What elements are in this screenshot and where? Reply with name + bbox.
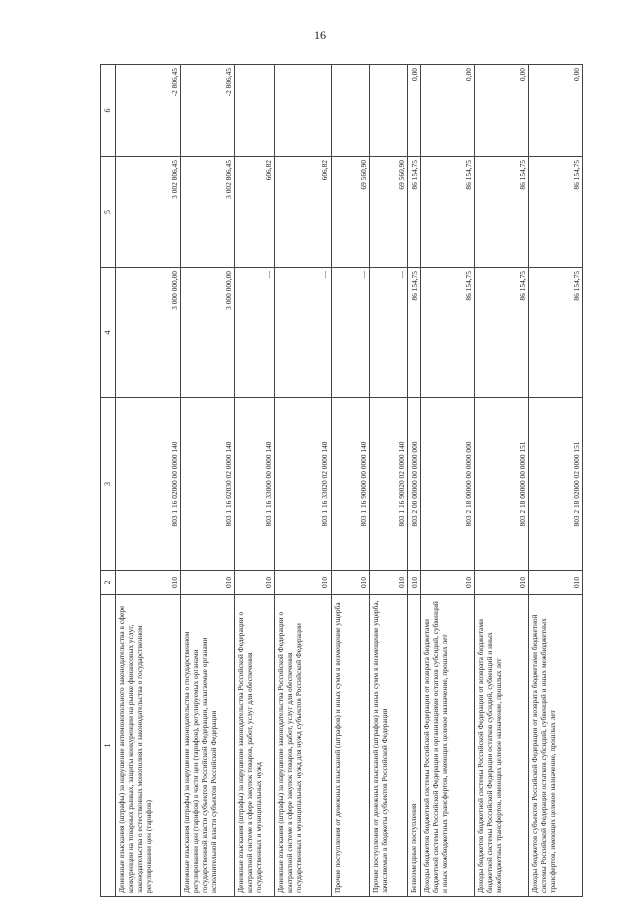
row-name: Денежные взыскания (штрафы) за нарушение законодательства Российской Федерации о контрактной системе в сфере закупок товаров, работ, услуг для обеспечения государственных и муниципальных нужд bbox=[234, 595, 274, 897]
table-row bbox=[331, 65, 369, 897]
row-budget-code: 803 2 18 02000 02 0000 151 bbox=[529, 398, 583, 571]
row-diff-value bbox=[275, 65, 331, 157]
row-name: Прочие поступления от денежных взысканий (штрафов) и иных сумм в возмещение ущерба, зачисляемые в бюджеты субъектов Российской Федерации bbox=[369, 595, 407, 897]
rotated-table-wrapper bbox=[100, 65, 583, 897]
row-budget-code: 803 2 18 00000 00 0000 151 bbox=[475, 398, 529, 571]
row-diff-value: -2 806,45 bbox=[116, 65, 181, 157]
row-plan-value: 86 154,75 bbox=[421, 268, 475, 398]
row-name: Безвозмездные поступления bbox=[407, 595, 421, 897]
row-admin-code: 010 bbox=[529, 571, 583, 595]
table-row bbox=[234, 65, 274, 897]
row-budget-code: 803 1 16 02030 02 0000 140 bbox=[181, 398, 235, 571]
row-admin-code: 010 bbox=[116, 571, 181, 595]
row-budget-code: 803 1 16 90020 02 0000 140 bbox=[369, 398, 407, 571]
row-fact-value: 86 154,75 bbox=[475, 157, 529, 268]
row-plan-value: 3 000 000,00 bbox=[181, 268, 235, 398]
row-name: Прочие поступления от денежных взысканий (штрафов) и иных сумм в возмещение ущерба bbox=[331, 595, 369, 897]
row-plan-value: 86 154,75 bbox=[407, 268, 421, 398]
row-admin-code: 010 bbox=[475, 571, 529, 595]
row-diff-value bbox=[234, 65, 274, 157]
page-number: 16 bbox=[314, 28, 326, 42]
header-col-1: 1 bbox=[101, 595, 116, 897]
row-admin-code: 010 bbox=[369, 571, 407, 595]
row-admin-code: 010 bbox=[234, 571, 274, 595]
row-budget-code: 803 1 16 02000 00 0000 140 bbox=[116, 398, 181, 571]
row-name: Доходы бюджетов бюджетной системы Российской Федерации от возврата бюджетами бюджетной системы Российской Федерации и организациями остатков субсидий, субвенций и иных межбюджетных трансфертов, имеющих целевое назначение, прошлых лет bbox=[421, 595, 475, 897]
row-name: Доходы бюджетов субъектов Российской Федерации от возврата бюджетами бюджетной системы Российской Федерации остатков субсидий, субвенций и иных межбюджетных трансфертов, имеющих целевое назначение, прошлых лет bbox=[529, 595, 583, 897]
row-budget-code: 803 1 16 33020 02 0000 140 bbox=[275, 398, 331, 571]
table-header-row bbox=[101, 65, 116, 897]
row-budget-code: 803 1 16 33000 00 0000 140 bbox=[234, 398, 274, 571]
row-plan-value: — bbox=[234, 268, 274, 398]
row-admin-code: 010 bbox=[275, 571, 331, 595]
table-row bbox=[181, 65, 235, 897]
row-budget-code: 803 2 00 00000 00 0000 000 bbox=[407, 398, 421, 571]
table-row bbox=[421, 65, 475, 897]
row-fact-value: 3 002 806,45 bbox=[116, 157, 181, 268]
row-plan-value: 86 154,75 bbox=[475, 268, 529, 398]
table-row bbox=[407, 65, 421, 897]
row-diff-value: 0,00 bbox=[421, 65, 475, 157]
header-col-6: 6 bbox=[101, 65, 116, 157]
row-name: Денежные взыскания (штрафы) за нарушение законодательства о государственном регулировании цен (тарифов) в части цен (тарифов), регулируемых органами государственной власти субъектов Российской Федерации, налагаемые органами исполнительной власти субъектов Российской Федерации bbox=[181, 595, 235, 897]
revenue-table bbox=[100, 64, 583, 897]
row-budget-code: 803 1 16 90000 00 0000 140 bbox=[331, 398, 369, 571]
row-fact-value: 86 154,75 bbox=[407, 157, 421, 268]
row-admin-code: 010 bbox=[407, 571, 421, 595]
row-budget-code: 803 2 18 00000 00 0000 000 bbox=[421, 398, 475, 571]
table-row bbox=[529, 65, 583, 897]
table-row bbox=[275, 65, 331, 897]
row-admin-code: 010 bbox=[421, 571, 475, 595]
row-fact-value: 86 154,75 bbox=[421, 157, 475, 268]
row-fact-value: 606,82 bbox=[275, 157, 331, 268]
table-row bbox=[475, 65, 529, 897]
row-diff-value bbox=[369, 65, 407, 157]
row-name: Доходы бюджетов бюджетной системы Российской Федерации от возврата бюджетами бюджетной системы Российской Федерации остатков субсидий, субвенций и иных межбюджетных трансфертов, имеющих целевое назначение, прошлых лет bbox=[475, 595, 529, 897]
row-plan-value: 3 000 000,00 bbox=[116, 268, 181, 398]
row-diff-value: 0,00 bbox=[475, 65, 529, 157]
row-fact-value: 606,82 bbox=[234, 157, 274, 268]
row-fact-value: 69 560,90 bbox=[331, 157, 369, 268]
row-plan-value: 86 154,75 bbox=[529, 268, 583, 398]
row-plan-value: — bbox=[369, 268, 407, 398]
table-row bbox=[369, 65, 407, 897]
header-col-4: 4 bbox=[101, 268, 116, 398]
row-fact-value: 69 560,90 bbox=[369, 157, 407, 268]
row-plan-value: — bbox=[331, 268, 369, 398]
row-fact-value: 3 002 806,45 bbox=[181, 157, 235, 268]
row-diff-value: 0,00 bbox=[407, 65, 421, 157]
row-admin-code: 010 bbox=[331, 571, 369, 595]
row-admin-code: 010 bbox=[181, 571, 235, 595]
row-name: Денежные взыскания (штрафы) за нарушение законодательства Российской Федерации о контрактной системе в сфере закупок товаров, работ, услуг для обеспечения государственных и муниципальных нужд для нужд субъектов Российской Федерации bbox=[275, 595, 331, 897]
header-col-3: 3 bbox=[101, 398, 116, 571]
row-plan-value: — bbox=[275, 268, 331, 398]
row-diff-value bbox=[331, 65, 369, 157]
row-fact-value: 86 154,75 bbox=[529, 157, 583, 268]
header-col-2: 2 bbox=[101, 571, 116, 595]
row-diff-value: 0,00 bbox=[529, 65, 583, 157]
header-col-5: 5 bbox=[101, 157, 116, 268]
table-row bbox=[116, 65, 181, 897]
row-name: Денежные взыскания (штрафы) за нарушение антимонопольного законодательства в сфере конкуренции на товарных рынках, защиты конкуренции на рынке финансовых услуг, законодательства о естественных монополиях и законодательства о государственном регулировании цен (тарифов) bbox=[116, 595, 181, 897]
row-diff-value: -2 806,45 bbox=[181, 65, 235, 157]
